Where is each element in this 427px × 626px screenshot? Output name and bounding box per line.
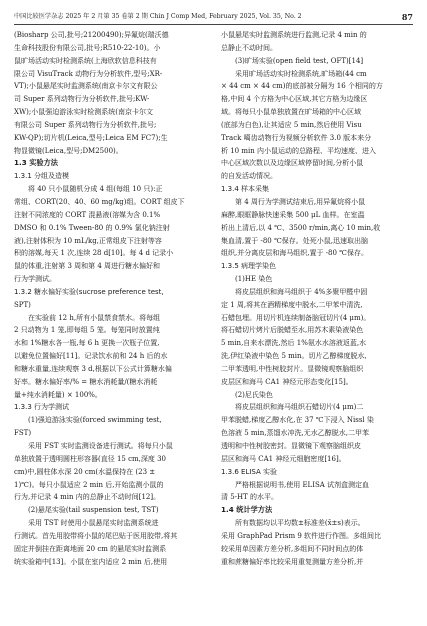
text-line: (3)旷场实验(open field test, OFT)[14]	[235, 56, 364, 65]
text-line: 较采用单因素方差分析,多组间不同时间点的体	[221, 544, 364, 553]
text-line: 层区和海马 CA1 神经元细胞密度[16]。	[221, 454, 346, 463]
text-line: 统实验箱中[13]。小鼠在室内适应 2 min 后,使用	[14, 557, 168, 566]
text-line: 鼠旷场活动实时检测系统(上海欣软信息科技有	[14, 56, 157, 65]
text-line: 清 5-HT 的水平。	[221, 493, 279, 502]
text-line: 将皮层组织和海马组织于 4%多聚甲醛中固	[235, 287, 368, 296]
text-line: cm)中,圆柱体水深 20 cm(水温保持在 (23 ±	[14, 467, 156, 476]
text-line: 行为学测试。	[14, 275, 56, 284]
running-header	[14, 10, 413, 24]
text-line: 的自发活动情况。	[221, 172, 277, 181]
text-line: 总静止不动时间。	[221, 43, 277, 52]
text-line: Track 噶齿动物行为视频分析软件 3.0 版本来分	[221, 133, 372, 142]
text-line: 定 1 周,将其在酒精梯度中脱水,二甲苯中清洗,	[221, 300, 363, 309]
text-line: SPT)	[14, 300, 31, 309]
text-line: 集血清,置于 -80 ℃保存。处死小鼠,迅速取出脑	[221, 236, 369, 245]
section-heading: 1.4 统计学方法	[221, 505, 273, 515]
text-line: (2)尼氏染色	[235, 390, 273, 399]
text-line: 将皮层组织和海马组织石蜡切片(4 μm)二	[235, 403, 364, 412]
text-line: 采用 FST 实时监测设备进行测试。将每只小鼠	[28, 442, 173, 450]
text-line: (Biosharp 公司,批号;21200490);异氟烷(瑞沃德	[14, 31, 169, 39]
text-line: 将石蜡切片烤片后脱蜡至水,用苏木素染液染色	[221, 326, 364, 335]
text-line: 透明和中性树胶密封。显微镜下观察脑组织皮	[221, 442, 361, 450]
text-line: 2 只动物为 1 笼,即每组 5 笼。每笼同时放置纯	[14, 326, 160, 335]
text-line: 采用 GraphPad Prism 9 软件进行作图。多组间比	[221, 531, 382, 540]
text-line: 中心区域次数以及边缘区域停留时间,分析小鼠	[221, 159, 364, 168]
text-line: 析出上清后,以 4 ℃、3500 r/min,离心 10 min,收	[221, 223, 381, 232]
text-line: 采用旷场活动实时检测系统,旷场箱(44 cm	[235, 69, 367, 78]
text-line: 好率。糖水偏好率/% = 糖水消耗量/(糖水消耗	[14, 377, 158, 386]
section-heading: 1.3.5 病理学染色	[221, 262, 277, 271]
text-line: 石蜡包埋。用切片机连续制备脑冠切片(4 μm)。	[221, 313, 371, 322]
left-text-column	[14, 29, 206, 568]
text-line: (底部为白色),让其适应 5 min,然后使用 Visu	[221, 120, 362, 129]
text-line: 注射不同浓度的 CORT 混悬液(溶媒为含 0.1%	[14, 210, 161, 219]
text-line: 采用 TST 时使用小鼠悬尾实时监测系统进	[28, 519, 159, 528]
text-line: 行为,并记录 4 min 内的总静止不动时间[12]。	[14, 493, 161, 502]
text-line: 鼠的体重,注射第 3 周和第 4 周进行糖水偏好和	[14, 262, 161, 271]
text-line: 域。将每只小鼠单独放置在旷场箱的中心区域	[221, 108, 361, 117]
text-line: 二甲苯透明,中性树胶封片。显微镜观察脑组织	[221, 364, 364, 373]
text-line: 司 Super 系列动物行为分析软件,批号;KW-	[14, 95, 150, 104]
text-line: 以避免位置偏好[11]。记录饮水前和 24 h 后的水	[14, 352, 168, 361]
page-number: 87	[401, 12, 413, 22]
text-line: KW-QP);切片机(Leica,型号;Leica EM FC7);生	[14, 133, 168, 142]
text-line: (1)HE 染色	[235, 275, 273, 284]
text-line: 限公司 VisuTrack 动物行为分析软件,型号;XR-	[14, 69, 163, 78]
text-line: 严格根据说明书,使用 ELISA 试剂盒测定血	[235, 480, 370, 489]
text-line: 组织,并分离皮层和海马组织,置于 -80 ℃保存。	[221, 249, 369, 258]
text-line: 量+纯水消耗量) × 100%。	[14, 390, 102, 399]
text-line: 物显微镜(Leica,型号;DM2500)。	[14, 146, 123, 155]
text-line: 1)℃)。每只小鼠适应 2 min 后,开始监测小鼠的	[14, 480, 164, 489]
text-line: 和糖水重量,连续观察 3 d,根据以下公式计算糖水偏	[14, 364, 172, 373]
text-line: 固定并倒挂在距离地面 20 cm 的悬尾实时监测系	[14, 544, 167, 553]
text-line: 5 min,自来水漂洗,然后 1%氨水水溶液返蓝,水	[221, 339, 367, 348]
section-heading: 1.3.4 样本采集	[221, 185, 270, 194]
text-line: VT);小鼠悬尾实时监测系统(南京卡尔文有限公	[14, 82, 158, 91]
text-line: 小鼠悬尾实时监测系统进行监测,记录 4 min 的	[221, 31, 367, 39]
right-text-column	[221, 29, 413, 568]
text-line: 麻醉,眼眶静脉快速采集 500 μL 血样。在室温	[221, 210, 365, 219]
text-line: × 44 cm × 44 cm)的底部被分隔为 16 个相同的方	[221, 82, 383, 91]
text-line: 有限公司 Super 系列动物行为分析软件,批号;	[14, 120, 157, 129]
text-line: 单独放置于透明圆柱形容器(直径 15 cm,深度 30	[14, 454, 167, 463]
text-line: 第 4 周行为学测试结束后,用异氟烷将小鼠	[235, 197, 366, 206]
text-line: 行测试。首先用胶带将小鼠的尾巴贴于医用胶带,将其	[14, 531, 178, 540]
text-line: XW);小鼠强迫游泳实时检测系统(南京卡尔文	[14, 108, 153, 117]
journal-running-title: 中国比较医学杂志 2025 年 2 月第 35 卷第 2 期 Chin J Comp Med, February 2025, Vol. 35, No. 2	[14, 13, 302, 20]
text-line: 重和蔗糖偏好率比较采用重复测量方差分析,并	[221, 557, 364, 566]
text-line: 水和 1%糖水各一瓶,每 6 h 更换一次瓶子位置,	[14, 339, 160, 348]
text-line: 甲苯脱蜡,梯度乙醇水化,在 37 ℃下浸入 Nissl 染	[221, 416, 374, 425]
text-line: DMSO 和 0.1% Tween-80 的 0.9% 氯化钠注射	[14, 223, 170, 232]
text-line: 所有数据均以平均数±标准差(x̄±s)表示。	[235, 519, 365, 528]
text-line: 将 40 只小鼠随机分成 4 组(每组 10 只):正	[28, 185, 163, 194]
section-heading: 1.3 实验方法	[14, 158, 58, 168]
text-line: (2)悬尾实验(tail suspension test, TST)	[28, 506, 159, 515]
text-line: 色溶液 5 min,蒸馏水冲洗,无水乙醇脱水,二甲苯	[221, 429, 369, 438]
section-heading: 1.3.2 糖水偏好实验(sucrose preference test,	[14, 287, 164, 296]
text-line: 生命科技股份有限公司,批号;R510-22-10)。小	[14, 43, 161, 52]
text-line: 液),注射体积为 10 mL/kg,正常组皮下注射等容	[14, 236, 162, 245]
text-line: 皮层区和海马 CA1 神经元形态变化[15]。	[221, 377, 353, 386]
text-line: 格,中间 4 个方格为中心区域,其它方格为边缘区	[221, 95, 368, 104]
header-rule	[14, 24, 413, 25]
text-line: 析 10 min 内小鼠运动的总路程、平均速度、进入	[221, 146, 376, 155]
text-line: 洗,伊红染液中染色 5 min。切片乙醇梯度脱水,	[221, 352, 367, 361]
text-line: (1)强迫游泳实验(forced swimming test,	[28, 416, 162, 425]
text-line: FST)	[14, 429, 32, 438]
text-line: 积的溶媒,每天 1 次,连续 28 d[10]。每 4 d 记录小	[14, 249, 174, 258]
text-line: 在实验前 12 h,所有小鼠禁食禁水。将每组	[28, 313, 161, 322]
text-line: 常组、CORT(20、40、60 mg/kg)组。CORT 组皮下	[14, 197, 185, 206]
section-heading: 1.3.6 ELISA 实验	[221, 467, 278, 476]
section-heading: 1.3.3 行为学测试	[14, 403, 70, 412]
section-heading: 1.3.1 分组及造模	[14, 172, 70, 181]
